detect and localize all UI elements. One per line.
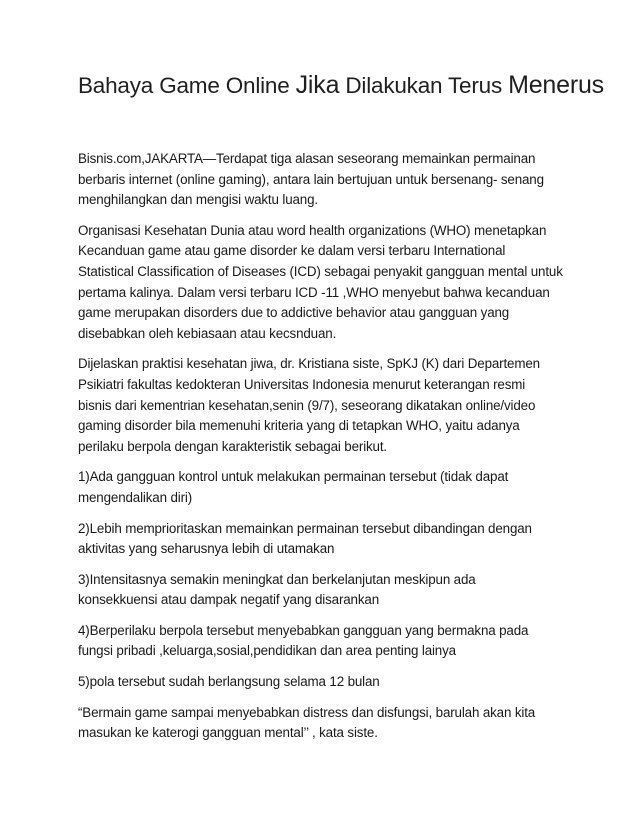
text-line: 4)Berperilaku berpola tersebut menyebabkan gangguan yang bermakna pada — [78, 622, 529, 638]
paragraph-item-5 — [78, 672, 576, 693]
paragraph-item-1 — [78, 467, 576, 508]
text-line: masukan ke katerogi gangguan mental’’ , kata siste. — [78, 725, 378, 741]
text-line: 2)Lebih memprioritaskan memainkan permainan tersebut dibandingan dengan — [78, 520, 532, 536]
paragraph-quote — [78, 703, 576, 744]
text-line: gaming disorder bila memenuhi kriteria yang di tetapkan WHO, yaitu adanya — [78, 418, 520, 434]
paragraph-item-4 — [78, 621, 576, 662]
title-word-dilakukan-terus: Dilakukan Terus — [345, 73, 503, 98]
text-line: konsekkuensi atau dampak negatif yang disarankan — [78, 592, 379, 608]
text-line: perilaku berpola dengan karakteristik sebagai berikut. — [78, 438, 387, 454]
title-word-menerus: Menerus — [508, 71, 604, 99]
text-line: game merupakan disorders due to addictive behavior atau gangguan yang — [78, 305, 510, 321]
title-word-jika: Jika — [295, 71, 340, 99]
text-line: Psikiatri fakultas kedokteran Universitas Indonesia menurut keterangan resmi — [78, 376, 526, 392]
text-line: Statistical Classification of Diseases (ICD) sebagai penyakit gangguan mental untuk — [78, 263, 563, 279]
text-line: Organisasi Kesehatan Dunia atau word health organizations (WHO) menetapkan — [78, 222, 547, 238]
paragraph-item-2 — [78, 519, 576, 560]
text-line: disebabkan oleh kebiasaan atau kecsnduan. — [78, 325, 337, 341]
text-line: 3)Intensitasnya semakin meningkat dan berkelanjutan meskipun ada — [78, 571, 476, 587]
text-line: Kecanduan game atau game disorder ke dalam versi terbaru International — [78, 243, 506, 259]
text-line: 5)pola tersebut sudah berlangsung selama 12 bulan — [78, 674, 380, 690]
text-line: mengendalikan diri) — [78, 489, 193, 505]
title-word-bahaya: Bahaya — [78, 73, 154, 98]
text-line: berbaris internet (online gaming), antara lain bertujuan untuk bersenang- senang — [78, 171, 544, 187]
paragraph-explain — [78, 354, 576, 457]
text-line: menghilangkan dan mengisi waktu luang. — [78, 192, 318, 208]
text-line: “Bermain game sampai menyebabkan distress dan disfungsi, barulah akan kita — [78, 704, 536, 720]
title-word-game-online: Game Online — [159, 73, 290, 98]
text-line: Dijelaskan praktisi kesehatan jiwa, dr. Kristiana siste, SpKJ (K) dari Departemen — [78, 356, 540, 372]
article-body — [78, 149, 576, 744]
article-title — [78, 70, 604, 101]
text-line: bisnis dari kementrian kesehatan,senin (9/7), seseorang dikatakan online/video — [78, 397, 536, 413]
paragraph-item-3 — [78, 570, 576, 611]
text-line: aktivitas yang seharusnya lebih di utamakan — [78, 541, 335, 557]
text-line: 1)Ada gangguan kontrol untuk melakukan permainan tersebut (tidak dapat — [78, 469, 509, 485]
text-line: pertama kalinya. Dalam versi terbaru ICD -11 ,WHO menyebut bahwa kecanduan — [78, 284, 550, 300]
text-line: Bisnis.com,JAKARTA—Terdapat tiga alasan seseorang memainkan permainan — [78, 151, 536, 166]
paragraph-who — [78, 221, 576, 345]
text-line: fungsi pribadi ,keluarga,sosial,pendidikan dan area penting lainya — [78, 643, 456, 659]
paragraph-intro — [78, 149, 576, 211]
